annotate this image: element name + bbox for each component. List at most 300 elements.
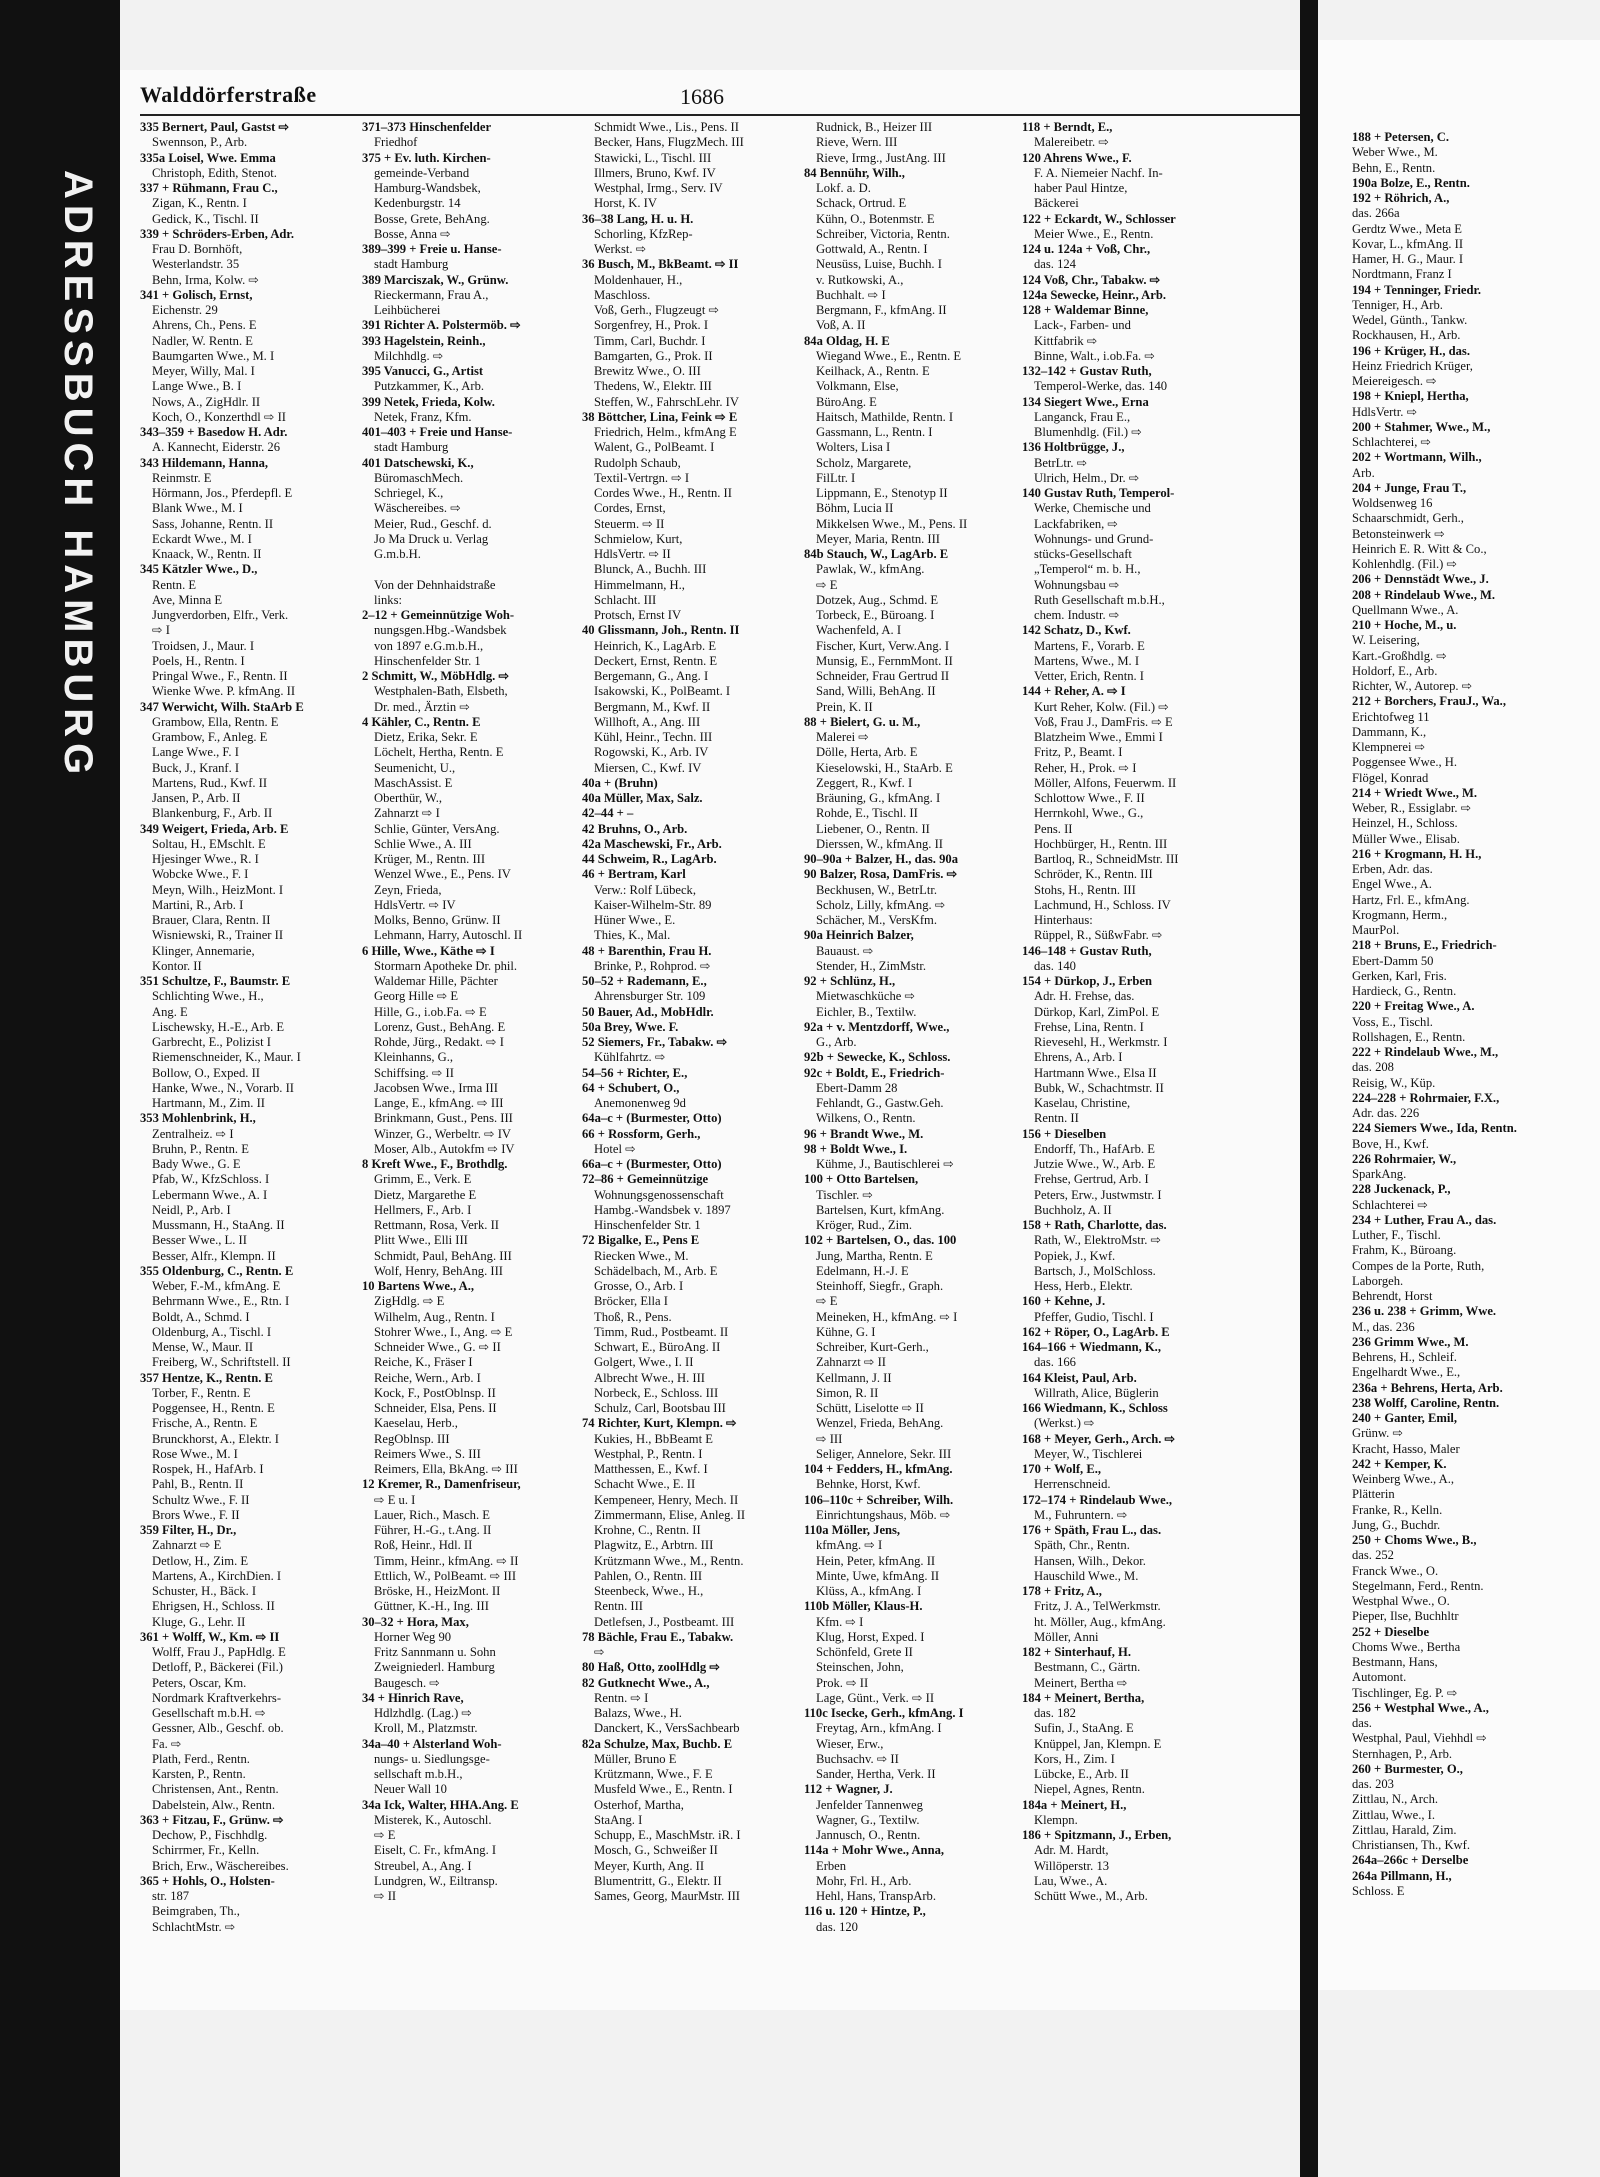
directory-entry: Bauaust. ⇨ xyxy=(816,943,874,958)
directory-entry: das. 124 xyxy=(1034,257,1076,272)
directory-entry: Pawlak, W., kfmAng. xyxy=(816,562,925,577)
directory-entry: Wieser, Erw., xyxy=(816,1736,884,1751)
directory-entry: 110a Möller, Jens, xyxy=(804,1523,901,1537)
directory-entry: Kröger, Rud., Zim. xyxy=(816,1218,913,1232)
directory-entry: Horner Weg 90 xyxy=(374,1629,452,1644)
directory-entry: Franck Wwe., O. xyxy=(1352,1563,1439,1578)
directory-entry: 212 + Borchers, FrauJ., Wa., xyxy=(1352,694,1506,709)
directory-entry: Von der Dehnhaidstraße xyxy=(374,577,496,592)
directory-entry: nungsgen.Hbg.-Wandsbek xyxy=(374,623,507,638)
directory-entry: Grimm, E., Verk. E xyxy=(374,1172,472,1187)
directory-entry: Dabelstein, Alw., Rentn. xyxy=(152,1797,276,1812)
directory-entry: Behn, Irma, Kolw. ⇨ xyxy=(152,272,259,287)
directory-entry: Moldenhauer, H., xyxy=(594,272,683,287)
directory-entry: von 1897 e.G.m.b.H., xyxy=(374,638,484,653)
directory-entry: Ulrich, Helm., Dr. ⇨ xyxy=(1034,470,1140,485)
directory-entry: 42 Bruhns, O., Arb. xyxy=(582,821,688,836)
directory-entry: Zittlau, Wwe., I. xyxy=(1352,1807,1436,1822)
directory-entry: Hartz, Frl. E., kfmAng. xyxy=(1352,892,1470,907)
directory-entry: 46 + Bertram, Karl xyxy=(582,867,686,882)
directory-entry: Reimers, Ella, BkAng. ⇨ III xyxy=(374,1462,518,1476)
directory-entry: Neidl, P., Arb. I xyxy=(152,1202,231,1217)
directory-entry: Moser, Alb., Autokfm ⇨ IV xyxy=(374,1141,515,1156)
directory-entry: BetrLtr. ⇨ xyxy=(1034,455,1088,470)
directory-entry: Pens. II xyxy=(1034,821,1073,836)
directory-entry: 10 Bartens Wwe., A., xyxy=(362,1279,475,1293)
directory-entry: 54–56 + Richter, E., xyxy=(582,1065,688,1080)
directory-entry: Scholz, Margarete, xyxy=(816,455,912,470)
directory-entry: Frehse, Lina, Rentn. I xyxy=(1034,1019,1144,1034)
directory-entry: Verw.: Rolf Lübeck, xyxy=(594,882,697,897)
directory-entry: Meyer, W., Tischlerei xyxy=(1034,1446,1143,1461)
directory-entry: RegOblnsp. III xyxy=(374,1431,450,1446)
directory-entry: Ahrens, Ch., Pens. E xyxy=(152,318,257,333)
directory-entry: Keilhack, A., Rentn. E xyxy=(816,364,930,378)
directory-entry: Steinhoff, Siegfr., Graph. xyxy=(816,1279,944,1293)
directory-entry: Beckhusen, W., BetrLtr. xyxy=(816,882,938,897)
directory-entry: Wisniewski, R., Trainer II xyxy=(152,928,284,943)
directory-entry: 144 + Reher, A. ⇨ I xyxy=(1022,684,1126,699)
directory-entry: Schack, Ortrud. E xyxy=(816,196,907,211)
directory-entry: Blumentritt, G., Elektr. II xyxy=(594,1873,722,1888)
directory-entry: Seliger, Annelore, Sekr. III xyxy=(816,1446,952,1461)
directory-entry: Jacobsen Wwe., Irma III xyxy=(374,1080,498,1095)
directory-entry: Milchhdlg. ⇨ xyxy=(374,348,444,363)
directory-entry: Rudnick, B., Heizer III xyxy=(816,120,933,134)
directory-entry: HdlsVertr. ⇨ xyxy=(1352,404,1418,419)
directory-entry: Kaeselau, Herb., xyxy=(374,1416,458,1431)
directory-entry: 170 + Wolf, E., xyxy=(1022,1462,1102,1476)
directory-entry: G.m.b.H. xyxy=(374,547,421,561)
directory-entry: 80 Haß, Otto, zoolHdlg ⇨ xyxy=(582,1660,720,1675)
directory-entry: 50a Brey, Wwe. F. xyxy=(582,1019,679,1034)
directory-entry: 176 + Späth, Frau L., das. xyxy=(1022,1523,1162,1537)
directory-entry: 204 + Junge, Frau T., xyxy=(1352,480,1467,495)
directory-entry: Christensen, Ant., Rentn. xyxy=(152,1782,279,1797)
directory-entry: Dürkop, Karl, ZimPol. E xyxy=(1034,1004,1160,1019)
directory-entry: Hörmann, Jos., Pferdepfl. E xyxy=(152,486,293,500)
directory-entry: 357 Hentze, K., Rentn. E xyxy=(140,1370,273,1385)
directory-entry: 156 + Dieselben xyxy=(1022,1126,1107,1141)
directory-entry: Laborgeh. xyxy=(1352,1273,1404,1288)
directory-entry: 116 u. 120 + Hintze, P., xyxy=(804,1904,926,1919)
directory-entry: Sand, Willi, BehAng. II xyxy=(816,684,936,699)
directory-entry: 343–359 + Basedow H. Adr. xyxy=(140,425,288,439)
directory-entry xyxy=(362,562,572,577)
directory-entry: Fa. ⇨ xyxy=(152,1736,182,1751)
directory-entry: Fritz Sannmann u. Sohn xyxy=(374,1645,496,1659)
directory-entry: Zahnarzt ⇨ E xyxy=(152,1538,222,1553)
directory-entry: M., Fuhruntern. ⇨ xyxy=(1034,1507,1128,1522)
directory-entry: FilLtr. I xyxy=(816,470,856,485)
directory-entry: Engel Wwe., A. xyxy=(1352,877,1432,892)
directory-entry: Gedick, K., Tischl. II xyxy=(152,211,259,226)
directory-entry: Führer, H.-G., t.Ang. II xyxy=(374,1523,492,1537)
directory-entry: Kühne, G. I xyxy=(816,1324,876,1339)
directory-entry: Meier Wwe., E., Rentn. xyxy=(1034,226,1154,241)
directory-entry: BüroAng. E xyxy=(816,394,877,409)
directory-entry: Voß, A. II xyxy=(816,318,866,333)
directory-entry: str. 187 xyxy=(152,1889,190,1903)
directory-entry: Pahl, B., Rentn. II xyxy=(152,1477,244,1492)
directory-entry: 198 + Kniepl, Hertha, xyxy=(1352,389,1469,404)
directory-entry: Tischlinger, Eg. P. ⇨ xyxy=(1352,1685,1458,1700)
directory-entry: Wobcke Wwe., F. I xyxy=(152,867,249,882)
directory-entry: Dietz, Erika, Sekr. E xyxy=(374,730,478,744)
directory-entry: Plagwitz, E., Arbtrn. III xyxy=(594,1538,714,1553)
directory-entry: Friedrich, Helm., kfmAng E xyxy=(594,425,737,439)
directory-entry: Deckert, Ernst, Rentn. E xyxy=(594,653,718,668)
directory-entry: Meiereigesch. ⇨ xyxy=(1352,374,1437,388)
directory-entry: Schmidt, Paul, BehAng. III xyxy=(374,1248,512,1263)
directory-entry: Becker, Hans, FlugzMech. III xyxy=(594,135,744,150)
directory-entry: Kracht, Hasso, Maler xyxy=(1352,1441,1460,1456)
directory-entry: Böhm, Lucia II xyxy=(816,501,894,516)
directory-entry: Kaselau, Christine, xyxy=(1034,1096,1131,1110)
directory-entry: Lundgren, W., Eiltransp. xyxy=(374,1873,498,1888)
directory-entry: Reiche, Wern., Arb. I xyxy=(374,1370,481,1385)
directory-entry: 98 + Boldt Wwe., I. xyxy=(804,1141,908,1156)
directory-entry: Karsten, P., Rentn. xyxy=(152,1767,246,1781)
directory-entry: 4 Kähler, C., Rentn. E xyxy=(362,714,481,729)
directory-entry: Bosse, Grete, BehAng. xyxy=(374,211,490,226)
directory-entry: Westphal, P., Rentn. I xyxy=(594,1446,703,1461)
directory-entry: Troidsen, J., Maur. I xyxy=(152,638,255,653)
directory-entry: Rieve, Wern. III xyxy=(816,135,898,150)
directory-entry: Dölle, Herta, Arb. E xyxy=(816,745,918,760)
directory-entry: 260 + Burmester, O., xyxy=(1352,1761,1463,1776)
directory-entry: Miersen, C., Kwf. IV xyxy=(594,760,702,775)
directory-entry: Heinz Friedrich Krüger, xyxy=(1352,358,1473,373)
directory-entry: Freytag, Arn., kfmAng. I xyxy=(816,1721,942,1736)
directory-entry: Wolff, Frau J., PapHdlg. E xyxy=(152,1645,286,1659)
directory-entry: 391 Richter A. Polstermöb. ⇨ xyxy=(362,318,521,333)
directory-entry: Martens, F., Vorarb. E xyxy=(1034,638,1145,653)
directory-entry: Stohs, H., Rentn. III xyxy=(1034,882,1136,897)
directory-entry: Netek, Franz, Kfm. xyxy=(374,409,472,424)
directory-entry: Leihbücherei xyxy=(374,303,441,317)
directory-entry: Friedhof xyxy=(374,135,418,150)
directory-entry: Westerlandstr. 35 xyxy=(152,257,240,272)
directory-entry: Schmielow, Kurt, xyxy=(594,531,683,546)
directory-entry: Kittfabrik ⇨ xyxy=(1034,333,1098,348)
directory-entry: Werkst. ⇨ xyxy=(594,242,647,256)
directory-entry: Erben xyxy=(816,1858,847,1873)
directory-entry: Schreiber, Victoria, Rentn. xyxy=(816,226,950,241)
directory-entry: das. 182 xyxy=(1034,1706,1076,1720)
directory-entry: 371–373 Hinschenfelder xyxy=(362,120,492,134)
directory-entry: Lage, Günt., Verk. ⇨ II xyxy=(816,1690,935,1705)
directory-entry: Tenniger, H., Arb. xyxy=(1352,297,1443,312)
directory-entry: ⇨ E xyxy=(816,1294,838,1309)
directory-entry: Behn, E., Rentn. xyxy=(1352,160,1436,175)
directory-entry: Kurt Reher, Kolw. (Fil.) ⇨ xyxy=(1034,699,1169,714)
directory-entry: das. xyxy=(1352,1716,1372,1730)
directory-entry: Stawicki, L., Tischl. III xyxy=(594,150,712,165)
directory-entry: Schaarschmidt, Gerh., xyxy=(1352,511,1464,526)
directory-entry: 136 Holtbrügge, J., xyxy=(1022,440,1125,455)
directory-entry: Rüppel, R., SüßwFabr. ⇨ xyxy=(1034,928,1163,943)
directory-entry: das. 166 xyxy=(1034,1355,1076,1370)
directory-entry: 178 + Fritz, A., xyxy=(1022,1584,1102,1598)
directory-entry: Rieve, Irmg., JustAng. III xyxy=(816,150,946,165)
directory-entry: Hellmers, F., Arb. I xyxy=(374,1202,472,1217)
directory-entry: Jutzie Wwe., W., Arb. E xyxy=(1034,1157,1156,1171)
directory-entry: Frehse, Gertrud, Arb. I xyxy=(1034,1172,1149,1187)
directory-entry: Blatzheim Wwe., Emmi I xyxy=(1034,730,1163,744)
directory-entry: 343 Hildemann, Hanna, xyxy=(140,455,269,470)
directory-entry: 375 + Ev. luth. Kirchen- xyxy=(362,150,491,165)
directory-entry: Reimers Wwe., S. III xyxy=(374,1446,481,1461)
directory-entry: Blankenburg, F., Arb. II xyxy=(152,806,273,821)
directory-entry: Gesellschaft m.b.H. ⇨ xyxy=(152,1706,266,1720)
directory-entry: Heinrich, K., LagArb. E xyxy=(594,638,717,653)
directory-entry: 164–166 + Wiedmann, K., xyxy=(1022,1340,1161,1354)
directory-entry: Schwart, E., BüroAng. II xyxy=(594,1340,721,1354)
directory-entry: Bergemann, G., Ang. I xyxy=(594,669,709,683)
directory-entry: Musfeld Wwe., E., Rentn. I xyxy=(594,1782,733,1797)
directory-entry: Hartmann, M., Zim. II xyxy=(152,1096,265,1110)
directory-entry: Schädelbach, M., Arb. E xyxy=(594,1263,718,1278)
directory-entry: Ave, Minna E xyxy=(152,592,223,607)
directory-entry: Plätterin xyxy=(1352,1487,1395,1502)
directory-entry: 124 u. 124a + Voß, Chr., xyxy=(1022,242,1151,256)
directory-entry: Westphal, Irmg., Serv. IV xyxy=(594,181,723,195)
directory-entry: Ettlich, W., PolBeamt. ⇨ III xyxy=(374,1568,517,1583)
directory-entry: Schorling, KfzRep- xyxy=(594,226,693,241)
directory-entry: Möller, Anni xyxy=(1034,1629,1099,1644)
directory-entry: Wenzel Wwe., E., Pens. IV xyxy=(374,867,511,882)
directory-entry: 92b + Sewecke, K., Schloss. xyxy=(804,1050,951,1065)
directory-entry: Arb. xyxy=(1352,465,1375,480)
directory-entry: Rogowski, K., Arb. IV xyxy=(594,745,709,760)
directory-entry: Peters, Oscar, Km. xyxy=(152,1675,247,1690)
directory-entry: 34a–40 + Alsterland Woh- xyxy=(362,1736,502,1751)
directory-entry: das. 203 xyxy=(1352,1777,1394,1791)
directory-entry: Hüner Wwe., E. xyxy=(594,913,676,927)
directory-entry: Krohne, C., Rentn. II xyxy=(594,1523,701,1537)
directory-entry: Lange Wwe., B. I xyxy=(152,379,242,394)
directory-entry: Schneider, Frau Gertrud II xyxy=(816,669,950,683)
directory-entry: Pringal Wwe., F., Rentn. II xyxy=(152,669,288,683)
directory-entry: Kovar, L., kfmAng. II xyxy=(1352,236,1464,251)
directory-entry: Wilhelm, Aug., Rentn. I xyxy=(374,1309,495,1324)
directory-entry: 236a + Behrens, Herta, Arb. xyxy=(1352,1380,1503,1395)
directory-entry: Jenfelder Tannenweg xyxy=(816,1797,923,1812)
directory-entry: Cordes Wwe., H., Rentn. II xyxy=(594,486,732,500)
directory-entry: Zimmermann, Elise, Anleg. II xyxy=(594,1507,746,1522)
directory-entry: Ruth Gesellschaft m.b.H., xyxy=(1034,592,1165,607)
directory-entry: Pfeffer, Gudio, Tischl. I xyxy=(1034,1309,1154,1324)
directory-entry: 168 + Meyer, Gerh., Arch. ⇨ xyxy=(1022,1431,1176,1446)
directory-entry: Langanck, Frau E., xyxy=(1034,409,1131,424)
directory-entry: Wienke Wwe. P. kfmAng. II xyxy=(152,684,296,699)
directory-entry: Rentn. III xyxy=(594,1599,643,1614)
directory-entry: Rentn. ⇨ I xyxy=(594,1690,649,1705)
directory-entry: 88 + Bielert, G. u. M., xyxy=(804,714,921,729)
directory-entry: Reinmstr. E xyxy=(152,470,212,485)
directory-entry: Stender, H., ZimMstr. xyxy=(816,958,927,973)
directory-entry: 122 + Eckardt, W., Schlosser xyxy=(1022,211,1176,226)
directory-entry: 395 Vanucci, G., Artist xyxy=(362,364,484,378)
directory-entry: Bergmann, M., Kwf. II xyxy=(594,699,711,714)
directory-entry: Koch, O., Konzerthdl ⇨ II xyxy=(152,409,287,424)
directory-entry: Lackfabriken, ⇨ xyxy=(1034,516,1118,531)
directory-entry: ZigHdlg. ⇨ E xyxy=(374,1294,445,1309)
directory-entry: Blumenhdlg. (Fil.) ⇨ xyxy=(1034,425,1142,439)
directory-entry: Seumenicht, U., xyxy=(374,760,456,775)
directory-entry: 120 Ahrens Wwe., F. xyxy=(1022,150,1132,165)
directory-entry: Poggensee Wwe., H. xyxy=(1352,755,1458,770)
address-column-5 xyxy=(1022,120,1230,2000)
directory-entry: Adr. H. Frehse, das. xyxy=(1034,989,1135,1004)
directory-page xyxy=(120,70,1300,2010)
directory-entry: Thoß, R., Pens. xyxy=(594,1309,672,1324)
directory-entry: Kontor. II xyxy=(152,958,202,973)
directory-entry: Steuerm. ⇨ II xyxy=(594,516,665,531)
directory-entry: Schlie Wwe., A. III xyxy=(374,836,472,851)
directory-entry: 40a + (Bruhn) xyxy=(582,775,658,790)
directory-entry: Reisig, W., Küp. xyxy=(1352,1075,1436,1090)
directory-entry: 90–90a + Balzer, H., das. 90a xyxy=(804,852,958,866)
directory-entry: Wachenfeld, A. I xyxy=(816,623,902,638)
directory-entry: 172–174 + Rindelaub Wwe., xyxy=(1022,1492,1173,1507)
directory-entry: 236 u. 238 + Grimm, Wwe. xyxy=(1352,1304,1497,1319)
directory-entry: Bamgarten, G., Prok. II xyxy=(594,348,713,363)
directory-entry: Timm, Carl, Buchdr. I xyxy=(594,333,706,348)
directory-entry: Meyer, Willy, Mal. I xyxy=(152,364,255,378)
directory-entry: 359 Filter, H., Dr., xyxy=(140,1523,237,1537)
directory-entry: HdlsVertr. ⇨ IV xyxy=(374,897,456,912)
directory-entry: Willhoft, A., Ang. III xyxy=(594,714,701,729)
directory-entry: Schneider, Elsa, Pens. II xyxy=(374,1401,497,1415)
directory-entry: Richter, W., Autorep. ⇨ xyxy=(1352,679,1473,693)
directory-entry: Rath, W., ElektroMstr. ⇨ xyxy=(1034,1233,1162,1248)
directory-entry: Rockhausen, H., Arb. xyxy=(1352,328,1461,343)
directory-entry: Schlie, Günter, VersAng. xyxy=(374,821,500,836)
directory-entry: Schlottow Wwe., F. II xyxy=(1034,791,1145,805)
directory-entry: Waldemar Hille, Pächter xyxy=(374,974,498,988)
directory-entry: Hess, Herb., Elektr. xyxy=(1034,1279,1133,1293)
directory-entry: Ang. E xyxy=(152,1004,188,1019)
directory-entry: gemeinde-Verband xyxy=(374,165,470,180)
directory-entry: Bady Wwe., G. E xyxy=(152,1157,241,1171)
directory-entry: Behnke, Horst, Kwf. xyxy=(816,1477,921,1492)
directory-entry: G., Arb. xyxy=(816,1035,857,1049)
directory-entry: Winzer, G., Werbeltr. ⇨ IV xyxy=(374,1126,511,1141)
directory-entry: Schlichting Wwe., H., xyxy=(152,989,264,1004)
directory-entry: Garbrecht, E., Polizist I xyxy=(152,1035,271,1049)
directory-entry: 337 + Rühmann, Frau C., xyxy=(140,181,278,195)
directory-entry: Popiek, J., Kwf. xyxy=(1034,1248,1116,1263)
right-page-fragment xyxy=(1352,130,1582,1899)
directory-entry: BüromaschMech. xyxy=(374,470,464,485)
directory-entry: Wolters, Lisa I xyxy=(816,440,891,455)
directory-entry: Klempnerei ⇨ xyxy=(1352,740,1426,754)
directory-entry: Hamer, H. G., Maur. I xyxy=(1352,252,1464,266)
directory-entry: Roß, Heinr., Hdl. II xyxy=(374,1538,473,1553)
directory-entry: Bruhn, P., Rentn. E xyxy=(152,1141,249,1156)
directory-entry: Schlachterei, ⇨ xyxy=(1352,435,1432,449)
directory-entry: Hinschenfelder Str. 1 xyxy=(374,653,481,668)
directory-entry: Rospek, H., HafArb. I xyxy=(152,1462,264,1476)
directory-entry: Blunck, A., Buchh. III xyxy=(594,562,707,577)
directory-entry: Schloss. E xyxy=(1352,1883,1405,1898)
directory-entry: Dotzek, Aug., Schmd. E xyxy=(816,592,939,607)
directory-entry: stücks-Gesellschaft xyxy=(1034,547,1132,561)
directory-entry: 140 Gustav Ruth, Temperol- xyxy=(1022,486,1175,500)
directory-entry: Sass, Johanne, Rentn. II xyxy=(152,516,274,531)
directory-entry: Franke, R., Kelln. xyxy=(1352,1502,1443,1517)
directory-entry: Herrenschneid. xyxy=(1034,1477,1111,1492)
book-spine xyxy=(0,0,120,2177)
directory-entry: 224–228 + Rohrmaier, F.X., xyxy=(1352,1090,1500,1105)
directory-entry: Bröcker, Ella I xyxy=(594,1294,668,1309)
directory-entry: Schriegel, K., xyxy=(374,486,444,500)
directory-entry: 114a + Mohr Wwe., Anna, xyxy=(804,1843,945,1858)
directory-entry: Lau, Wwe., A. xyxy=(1034,1873,1108,1888)
directory-entry: Jung, Martha, Rentn. E xyxy=(816,1248,933,1263)
address-column-4 xyxy=(804,120,1012,2000)
directory-entry: Brich, Erw., Wäschereibes. xyxy=(152,1858,289,1873)
directory-entry: Hotel ⇨ xyxy=(594,1141,636,1156)
directory-entry: Jannusch, O., Rentn. xyxy=(816,1828,921,1842)
directory-entry: Behrens, H., Schleif. xyxy=(1352,1350,1457,1364)
page-number: 1686 xyxy=(680,84,724,109)
directory-entry: Gessner, Alb., Geschf. ob. xyxy=(152,1721,284,1736)
directory-entry: Zentralheiz. ⇨ I xyxy=(152,1126,234,1141)
directory-entry: 351 Schultze, F., Baumstr. E xyxy=(140,974,291,988)
directory-entry: Jungverdorben, Elfr., Verk. xyxy=(152,608,289,622)
directory-entry: Lebermann Wwe., A. I xyxy=(152,1187,268,1202)
directory-entry: 36 Busch, M., BkBeamt. ⇨ II xyxy=(582,257,739,272)
directory-entry: 30–32 + Hora, Max, xyxy=(362,1614,469,1629)
directory-entry: links: xyxy=(374,592,402,607)
directory-entry: Meyn, Wilh., HeizMont. I xyxy=(152,882,284,897)
directory-entry: Molks, Benno, Grünw. II xyxy=(374,913,501,927)
directory-entry: Bröske, H., HeizMont. II xyxy=(374,1584,501,1598)
directory-entry: Krützmann, Wwe., F. E xyxy=(594,1767,713,1781)
directory-entry: 84 Bennühr, Wilh., xyxy=(804,165,905,180)
directory-entry: 160 + Kehne, J. xyxy=(1022,1294,1106,1309)
directory-entry: Schreiber, Kurt-Gerh., xyxy=(816,1340,929,1354)
directory-entry: 48 + Barenthin, Frau H. xyxy=(582,943,712,958)
directory-entry: Hartmann Wwe., Elsa II xyxy=(1034,1065,1157,1080)
directory-entry: Kukies, H., BbBeamt E xyxy=(594,1431,713,1446)
directory-entry: 216 + Krogmann, H. H., xyxy=(1352,846,1482,861)
directory-entry: Flögel, Konrad xyxy=(1352,770,1429,785)
directory-entry: Rievesehl, H., Werkmstr. I xyxy=(1034,1035,1168,1049)
directory-entry: StaAng. I xyxy=(594,1812,643,1827)
directory-entry: Prein, K. II xyxy=(816,699,873,714)
directory-entry: Wohnungsgenossenschaft xyxy=(594,1187,724,1202)
directory-entry: Prok. ⇨ II xyxy=(816,1675,869,1690)
directory-entry: 40a Müller, Max, Salz. xyxy=(582,791,703,805)
directory-entry: Mohr, Frl. H., Arb. xyxy=(816,1873,912,1888)
directory-entry: Wiegand Wwe., E., Rentn. E xyxy=(816,348,962,363)
directory-entry: Albrecht Wwe., H. III xyxy=(594,1370,705,1385)
directory-entry: 401–403 + Freie und Hanse- xyxy=(362,425,513,439)
directory-entry: Malerei ⇨ xyxy=(816,730,869,744)
directory-entry: Hanke, Wwe., N., Vorarb. II xyxy=(152,1080,294,1095)
directory-entry: Hambg.-Wandsbek v. 1897 xyxy=(594,1202,731,1217)
directory-entry: 184a + Meinert, H., xyxy=(1022,1797,1127,1812)
directory-entry: A. Kannecht, Eiderstr. 26 xyxy=(152,440,281,455)
directory-entry: Meineken, H., kfmAng. ⇨ I xyxy=(816,1309,958,1324)
directory-entry: Munsig, E., FernmMont. II xyxy=(816,653,953,668)
directory-entry: Horst, K. IV xyxy=(594,196,657,211)
directory-entry: Martini, R., Arb. I xyxy=(152,897,244,912)
